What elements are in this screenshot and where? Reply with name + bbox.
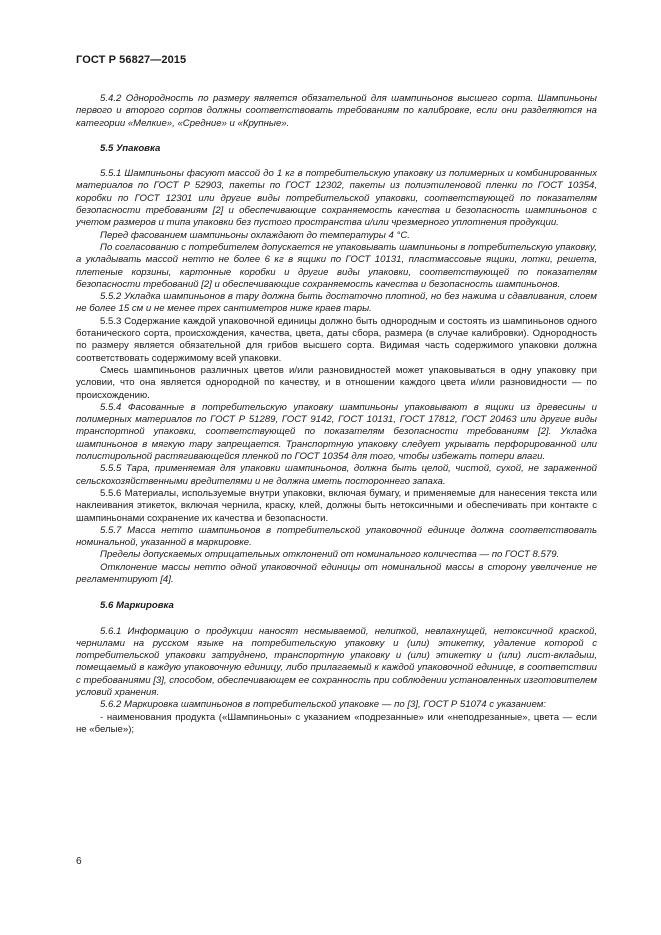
- paragraph-5-5-1: 5.5.1 Шампиньоны фасуют массой до 1 кг в потребительскую упаковку из полимерных и комбинированных материалов по ГОСТ Р 52903, пакеты по ГОСТ 12302, пакеты из полиэтиленовой пленки по ГОСТ 10354, коробки по ГОСТ 12301 или другие виды потребительской упаковки, соответствующей по показателям безопасности требованиям [2] и обеспечивающие сохраняемость качества и безопасность шампиньонов с учетом размеров и типа упаковки без пустого пространства и/или чрезмерного уплотнения продукции.: [76, 168, 597, 229]
- paragraph-5-6-2: 5.6.2 Маркировка шампиньонов в потребительской упаковке — по [3], ГОСТ Р 51074 с указанием:: [100, 699, 546, 711]
- paragraph-5-5-3: 5.5.3 Содержание каждой упаковочной единицы должно быть однородным и состоять из шампиньонов одного ботанического сорта, происхождения, качества, цвета, даты сбора, размера (в случае калибровки). Однородность по размеру является обязательной для грибов высшего сорта. Видимая часть содержимого упаковки должна соответствовать содержимому всей упаковки.: [76, 315, 597, 364]
- paragraph-agreement: По согласованию с потребителем допускается не упаковывать шампиньоны в потребительскую упаковку, а укладывать массой нетто не более 6 кг в ящики по ГОСТ 10131, пластмассовые ящики, лотки, решета, плетеные корзины, картонные коробки и другие виды упаковки, соответствующей по показателям безопасности требований [2] и обеспечивающие сохраняемость качества и безопасность шампиньонов.: [76, 241, 597, 290]
- paragraph-5-4-2: 5.4.2 Однородность по размеру является обязательной для шампиньонов высшего сорта. Шампиньоны первого и второго сортов должны соответствовать требованиям по калибровке, если они разделяются на категории «Мелкие», «Средние» и «Крупные».: [76, 93, 597, 129]
- list-item-product-name: - наименования продукта («Шампиньоны» с указанием «подрезанные» или «неподрезанные», цвета — если не «белые»);: [76, 711, 597, 735]
- paragraph-mixture: Смесь шампиньонов различных цветов и/или разновидностей может упаковываться в одну упаковку при условии, что она является однородной по качеству, и в отношении каждого цвета и/или разновидности — по происхождению.: [76, 364, 597, 401]
- paragraph-5-5-6: 5.5.6 Материалы, используемые внутри упаковки, включая бумагу, и применяемые для нанесения текста или наклеивания этикеток, включая чернила, краску, клей, должны быть нетоксичными и обеспечивать при контакте с шампиньонами сохранение их качества и безопасности.: [76, 487, 597, 524]
- document-header: ГОСТ Р 56827—2015: [76, 54, 187, 66]
- paragraph-5-5-2: 5.5.2 Укладка шампиньонов в тару должна быть достаточно плотной, но без нажима и сдавливания, слоем не более 15 см и не менее трех сантиметров ниже краев тары.: [76, 291, 597, 315]
- section-heading-5-6: 5.6 Маркировка: [100, 600, 174, 612]
- paragraph-5-6-1: 5.6.1 Информацию о продукции наносят несмываемой, нелипкой, невлахнущей, нетоксичной краской, чернилами на русском языке на потребительскую упаковку и (или) этикетку, удаление которой с потребительской упаковки затруднено, транспортную упаковку и (или) этикетку и (или) лист-вкладыш, помещаемый в каждую упаковочную единицу, либо прилагаемый к каждой упаковочной единице, в соответствии с требованиями [3], способом, обеспечивающем ее сохранность при соблюдении установленных изготовителем условий хранения.: [76, 625, 597, 699]
- paragraph-5-5-7: 5.5.7 Масса нетто шампиньонов в потребительской упаковочной единице должна соответствовать номинальной, указанной в маркировке.: [76, 524, 597, 549]
- paragraph-limits: Пределы допускаемых отрицательных отклонений от номинального количества — по ГОСТ 8.579.: [100, 549, 560, 561]
- paragraph-cooling: Перед фасованием шампиньоны охлаждают до температуры 4 °С.: [100, 229, 410, 241]
- paragraph-deviation: Отклонение массы нетто одной упаковочной единицы от номинальной массы в сторону увеличение не регламентируют [4].: [76, 561, 597, 585]
- section-heading-5-5: 5.5 Упаковка: [100, 142, 161, 154]
- paragraph-5-5-5: 5.5.5 Тара, применяемая для упаковки шампиньонов, должна быть целой, чистой, сухой, не зараженной сельскохозяйственными вредителями и не должна иметь постороннего запаха.: [76, 463, 597, 487]
- document-body: [76, 93, 597, 736]
- paragraph-5-5-4: 5.5.4 Фасованные в потребительскую упаковку шампиньоны упаковывают в ящики из древесины и полимерных материалов по ГОСТ Р 51289, ГОСТ 9142, ГОСТ 10131, ГОСТ 17812, ГОСТ 20463 или другие виды транспортной упаковки, соответствующей по показателям безопасности требованиям [2]. Укладка шампиньонов в мягкую тару запрещается. Транспортную упаковку следует укрывать перфорированной или полистирольной растягивающейся пленкой по ГОСТ 10354 для того, чтобы избежать потери влаги.: [76, 401, 597, 463]
- page-number: 6: [76, 856, 82, 867]
